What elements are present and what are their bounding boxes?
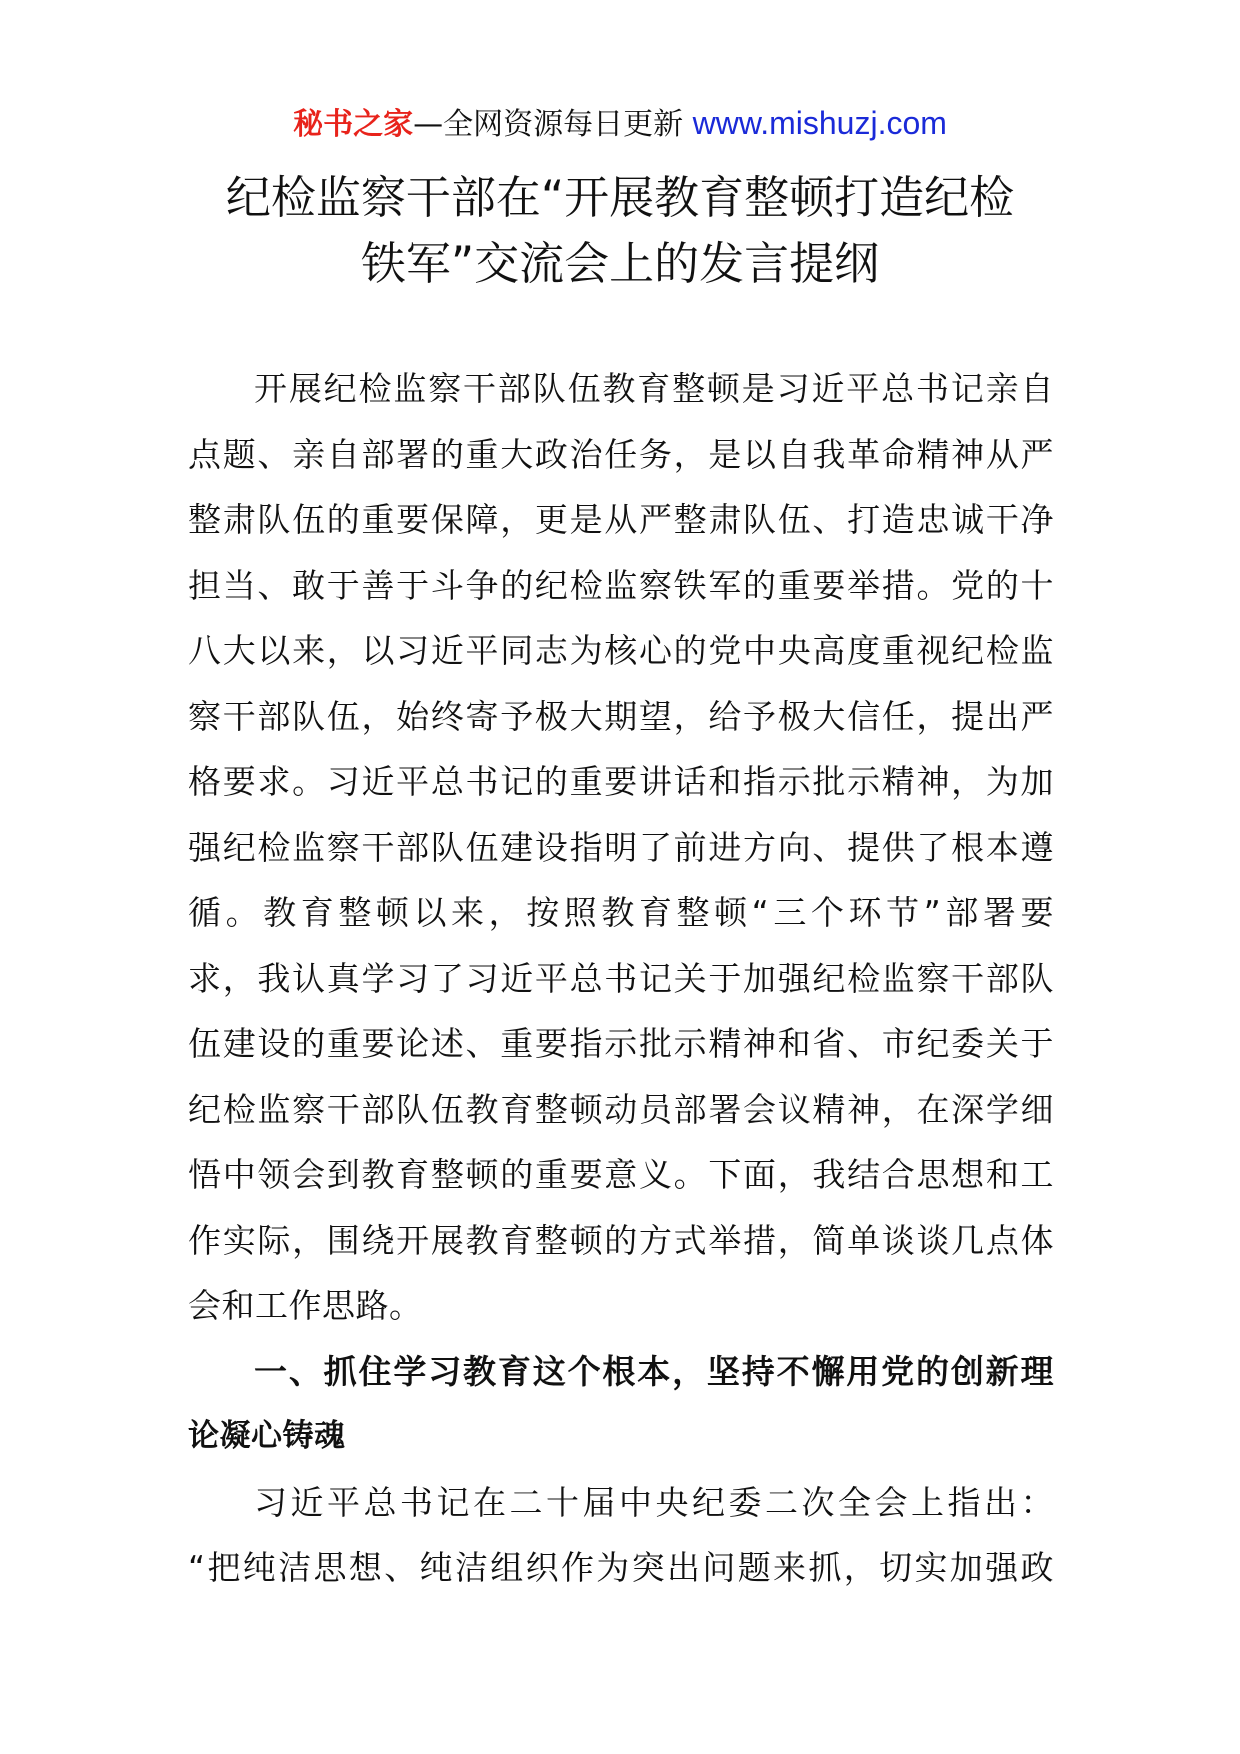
paragraph-1-line: 求，我认真学习了习近平总书记关于加强纪检监察干部队 (188, 958, 1054, 998)
paragraph-1-line: 会和工作思路。 (188, 1286, 423, 1325)
document-body (188, 356, 1054, 1601)
paragraph-1-line: 八大以来，以习近平同志为核心的党中央高度重视纪检监 (188, 631, 1054, 670)
header-tagline: —全网资源每日更新 (413, 107, 693, 142)
site-url-link[interactable]: www.mishuzj.com (692, 105, 947, 141)
brand-name: 秘书之家 (293, 107, 414, 142)
section-heading-line: 一、抓住学习教育这个根本，坚持不懈用党的创新理 (254, 1351, 1054, 1391)
paragraph-1-line: 点题、亲自部署的重大政治任务，是以自我革命精神从严 (188, 434, 1054, 474)
title-line-2: 铁军”交流会上的发言提纲 (360, 237, 880, 290)
section-heading-line: 论凝心铸魂 (188, 1418, 346, 1454)
paragraph-1-line: 纪检监察干部队伍教育整顿动员部署会议精神，在深学细 (188, 1089, 1054, 1129)
paragraph-1-line: 察干部队伍，始终寄予极大期望，给予极大信任，提出严 (188, 696, 1054, 736)
paragraph-1-line: 循。教育整顿以来，按照教育整顿“三个环节”部署要 (188, 893, 1054, 932)
document-title (190, 165, 1050, 297)
header-banner (0, 103, 1240, 145)
paragraph-1-line: 开展纪检监察干部队伍教育整顿是习近平总书记亲自 (254, 369, 1054, 408)
paragraph-1-line: 强纪检监察干部队伍建设指明了前进方向、提供了根本遵 (188, 827, 1054, 867)
paragraph-1-line: 作实际，围绕开展教育整顿的方式举措，简单谈谈几点体 (188, 1220, 1054, 1260)
title-line-1: 纪检监察干部在“开展教育整顿打造纪检 (225, 171, 1015, 224)
paragraph-1-line: 伍建设的重要论述、重要指示批示精神和省、市纪委关于 (188, 1024, 1054, 1063)
paragraph-1-line: 担当、敢于善于斗争的纪检监察铁军的重要举措。党的十 (188, 565, 1054, 605)
paragraph-1-line: 格要求。习近平总书记的重要讲话和指示批示精神，为加 (188, 762, 1054, 801)
paragraph-2-line: “把纯洁思想、纯洁组织作为突出问题来抓，切实加强政 (188, 1548, 1054, 1587)
paragraph-1-line: 整肃队伍的重要保障，更是从严整肃队伍、打造忠诚干净 (188, 500, 1054, 539)
paragraph-2-line: 习近平总书记在二十届中央纪委二次全会上指出： (254, 1482, 1054, 1522)
paragraph-1-line: 悟中领会到教育整顿的重要意义。下面，我结合思想和工 (188, 1155, 1054, 1194)
